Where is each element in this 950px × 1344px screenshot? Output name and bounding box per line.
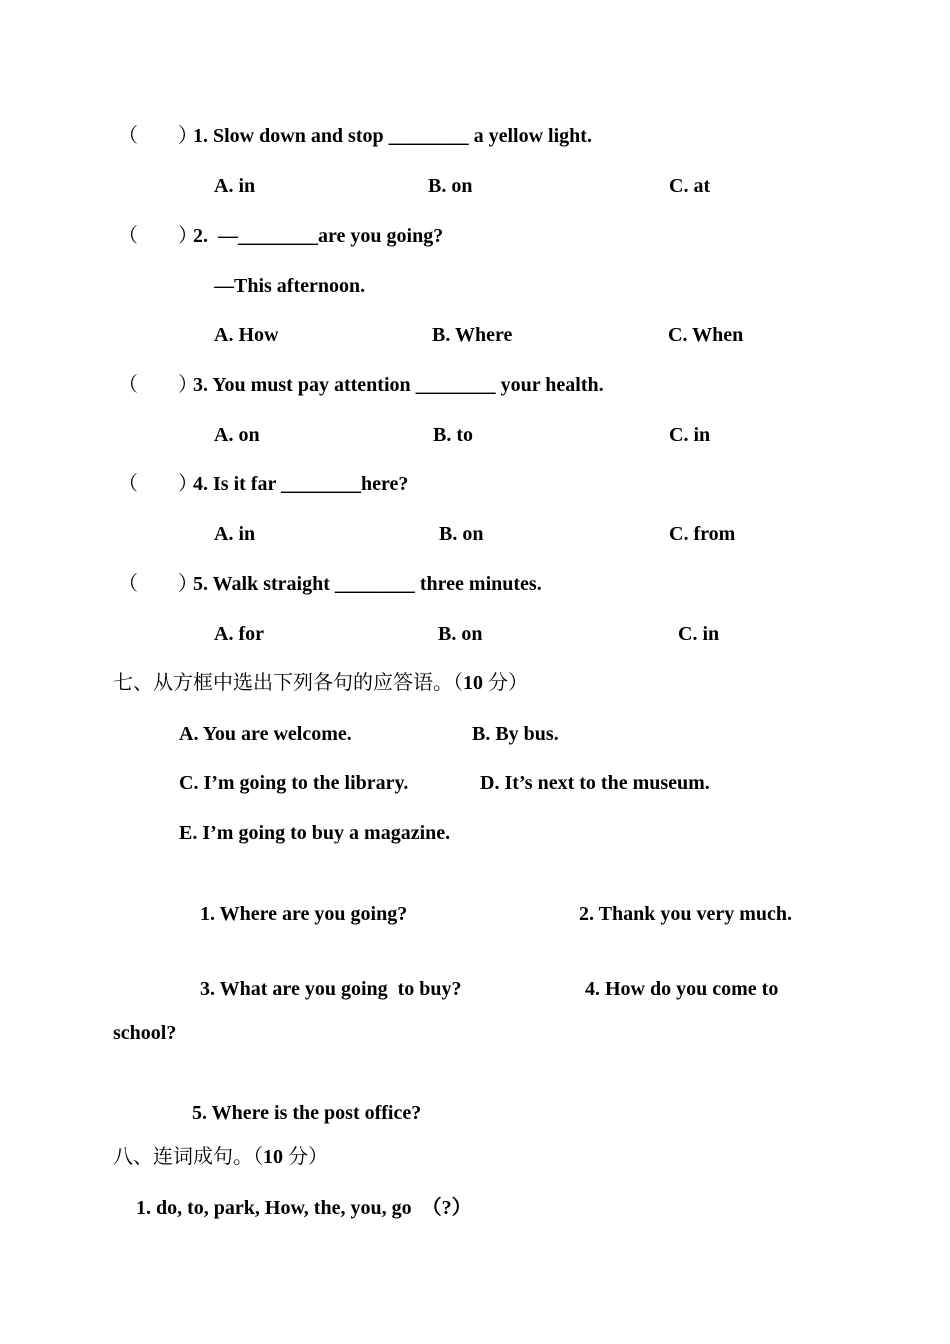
section-7-option-a: A. You are welcome. xyxy=(179,723,352,745)
question-5-option-b: B. on xyxy=(438,623,483,645)
section-7-heading xyxy=(113,671,528,695)
answer-paren-1: （ ） xyxy=(118,125,198,147)
answer-paren-3: （ ） xyxy=(118,374,198,396)
section-7-question-5: 5. Where is the post office? xyxy=(192,1102,422,1124)
section-7-heading-suffix: 分） xyxy=(483,672,528,694)
question-1-option-a: A. in xyxy=(214,175,256,197)
section-7-heading-prefix: 七、从方框中选出下列各句的应答语。（ xyxy=(113,672,463,694)
section-8-heading-prefix: 八、连词成句。（ xyxy=(113,1146,263,1168)
question-1-stem: 1. Slow down and stop ________ a yellow light. xyxy=(193,125,592,147)
question-2-option-c: C. When xyxy=(668,324,744,346)
section-7-question-4: 4. How do you come to xyxy=(585,978,779,1000)
question-3-option-b: B. to xyxy=(433,424,473,446)
section-8-points: 10 xyxy=(263,1146,283,1168)
section-7-question-2: 2. Thank you very much. xyxy=(579,903,793,925)
question-3-option-c: C. in xyxy=(669,424,711,446)
question-4-option-b: B. on xyxy=(439,523,484,545)
section-7-points: 10 xyxy=(463,672,483,694)
question-2-option-a: A. How xyxy=(214,324,279,346)
section-8-heading-suffix: 分） xyxy=(283,1146,328,1168)
section-7-option-c: C. I’m going to the library. xyxy=(179,772,409,794)
question-5-stem: 5. Walk straight ________ three minutes. xyxy=(193,573,542,595)
question-2-option-b: B. Where xyxy=(432,324,513,346)
question-5-option-c: C. in xyxy=(678,623,720,645)
section-7-question-4-cont: school? xyxy=(113,1022,177,1044)
section-7-question-3: 3. What are you going to buy? xyxy=(200,978,462,1000)
answer-paren-4: （ ） xyxy=(118,473,198,495)
section-8-question-1: 1. do, to, park, How, the, you, go （?） xyxy=(136,1197,472,1219)
question-3-stem: 3. You must pay attention ________ your health. xyxy=(193,374,604,396)
question-1-option-b: B. on xyxy=(428,175,473,197)
section-7-option-b: B. By bus. xyxy=(472,723,559,745)
question-4-option-a: A. in xyxy=(214,523,256,545)
answer-paren-5: （ ） xyxy=(118,573,198,595)
question-2-stem: 2. —________are you going? xyxy=(193,225,444,247)
answer-paren-2: （ ） xyxy=(118,225,198,247)
section-7-option-d: D. It’s next to the museum. xyxy=(480,772,710,794)
question-4-stem: 4. Is it far ________here? xyxy=(193,473,409,495)
question-3-option-a: A. on xyxy=(214,424,260,446)
question-1-option-c: C. at xyxy=(669,175,711,197)
section-7-question-1: 1. Where are you going? xyxy=(200,903,408,925)
question-4-option-c: C. from xyxy=(669,523,736,545)
section-8-heading xyxy=(113,1145,328,1169)
section-7-option-e: E. I’m going to buy a magazine. xyxy=(179,822,451,844)
question-5-option-a: A. for xyxy=(214,623,264,645)
question-2-reply: —This afternoon. xyxy=(214,275,366,297)
